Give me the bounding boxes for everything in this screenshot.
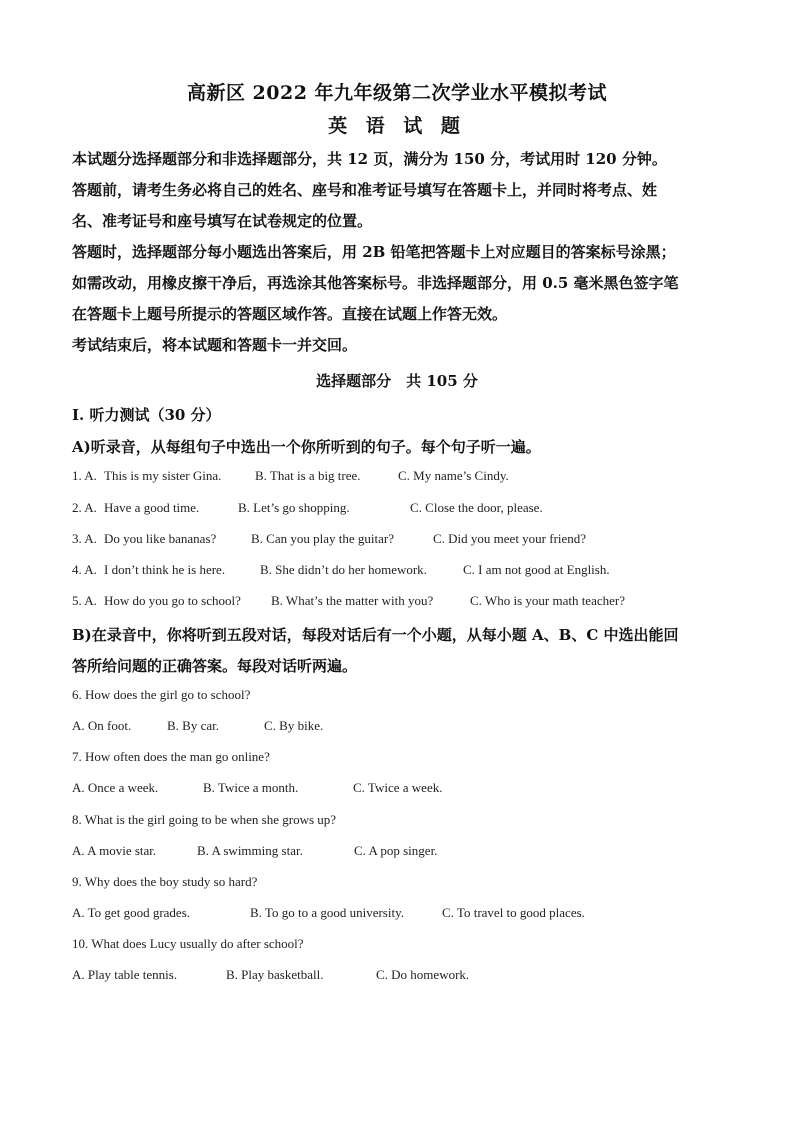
question-number: 4. A. [72, 562, 97, 577]
instruction-line: 在答题卡上题号所提示的答题区域作答。直接在试题上作答无效。 [72, 305, 508, 323]
question-text: 10. What does Lucy usually do after school? [72, 936, 304, 951]
option-b: B. Can you play the guitar? [251, 531, 394, 546]
option-a: A. On foot. [72, 718, 132, 733]
option-c: C. By bike. [264, 718, 324, 733]
question-number: 5. A. [72, 593, 97, 608]
option-a: Do you like bananas? [104, 531, 217, 546]
instructions-block [72, 144, 722, 361]
question-text: 7. How often does the man go online? [72, 749, 270, 764]
option-a: A. A movie star. [72, 843, 157, 858]
exam-subtitle: 英 语 试 题 [328, 115, 466, 137]
option-b: B. Twice a month. [203, 780, 299, 795]
exam-title: 高新区 2022 年九年级第二次学业水平模拟考试 [186, 82, 608, 104]
option-c: C. Who is your math teacher? [470, 593, 625, 608]
option-c: C. Do homework. [376, 967, 470, 982]
part-b-instruction: B)在录音中，你将听到五段对话，每段对话后有一个小题，从每小题 A、B、C 中选出能回 [72, 626, 679, 644]
instruction-line: 考试结束后，将本试题和答题卡一并交回。 [72, 336, 358, 354]
instruction-line: 本试题分选择题部分和非选择题部分，共 12 页，满分为 150 分，考试用时 120 分钟。 [72, 150, 667, 168]
section-heading: 选择题部分 共 105 分 [316, 372, 478, 390]
option-a: A. Once a week. [72, 780, 159, 795]
option-b: B. To go to a good university. [250, 905, 405, 920]
option-b: B. By car. [167, 718, 219, 733]
option-b: B. What’s the matter with you? [271, 593, 434, 608]
option-b: B. That is a big tree. [255, 468, 361, 483]
option-b: B. Play basketball. [226, 967, 324, 982]
part-one-heading: I. 听力测试（30 分） [72, 406, 221, 424]
question-text: 8. What is the girl going to be when she grows up? [72, 812, 337, 827]
option-a: This is my sister Gina. [104, 468, 222, 483]
option-c: C. Twice a week. [353, 780, 443, 795]
option-c: C. To travel to good places. [442, 905, 585, 920]
question-number: 1. A. [72, 468, 97, 483]
option-a: Have a good time. [104, 500, 200, 515]
part-a-instruction: A)听录音，从每组句子中选出一个你所听到的句子。每个句子听一遍。 [72, 438, 541, 456]
option-b: B. Let’s go shopping. [238, 500, 350, 515]
option-c: C. Did you meet your friend? [433, 531, 587, 546]
option-a: How do you go to school? [104, 593, 241, 608]
instruction-line: 名、准考证号和座号填写在试卷规定的位置。 [72, 212, 373, 230]
option-c: C. Close the door, please. [410, 500, 543, 515]
option-a: A. To get good grades. [72, 905, 190, 920]
question-text: 6. How does the girl go to school? [72, 687, 251, 702]
question-number: 3. A. [72, 531, 97, 546]
option-c: C. My name’s Cindy. [398, 468, 509, 483]
option-c: C. A pop singer. [354, 843, 438, 858]
option-a: I don’t think he is here. [104, 562, 226, 577]
instruction-line: 答题前，请考生务必将自己的姓名、座号和准考证号填写在答题卡上，并同时将考点、姓 [72, 181, 658, 199]
part-b-instruction-cont: 答所给问题的正确答案。每段对话听两遍。 [72, 657, 358, 675]
option-b: B. A swimming star. [197, 843, 303, 858]
instruction-line: 如需改动，用橡皮擦干净后，再选涂其他答案标号。非选择题部分，用 0.5 毫米黑色签字笔 [72, 274, 679, 292]
instruction-line: 答题时，选择题部分每小题选出答案后，用 2B 铅笔把答题卡上对应题目的答案标号涂黑； [72, 243, 676, 261]
option-c: C. I am not good at English. [463, 562, 610, 577]
option-a: A. Play table tennis. [72, 967, 178, 982]
option-b: B. She didn’t do her homework. [260, 562, 427, 577]
question-number: 2. A. [72, 500, 97, 515]
question-text: 9. Why does the boy study so hard? [72, 874, 258, 889]
